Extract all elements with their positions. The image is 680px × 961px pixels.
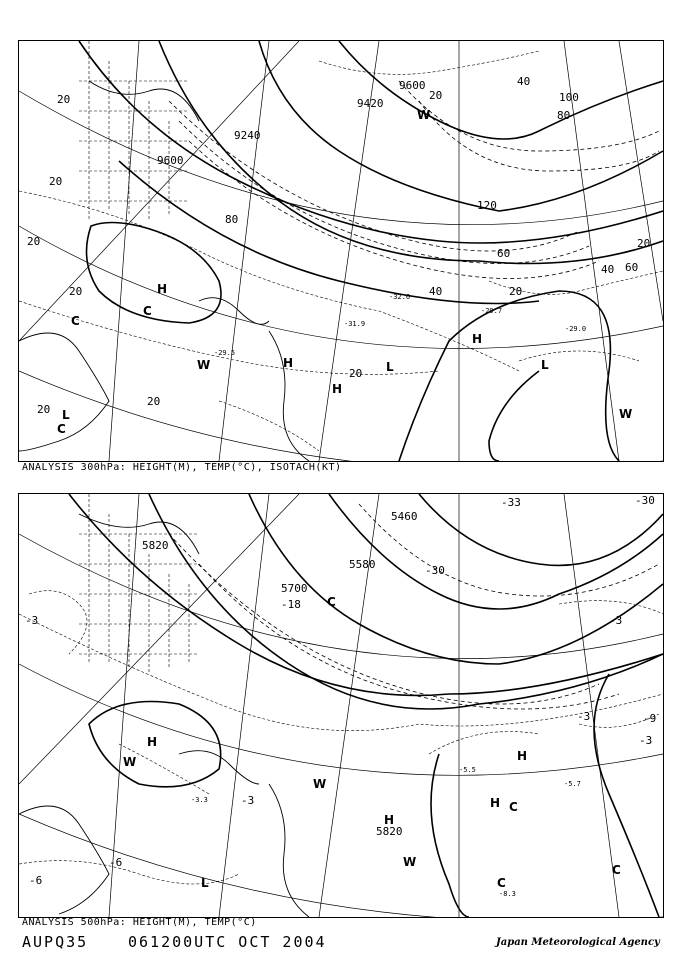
cold-center-marker: C [509,800,518,814]
height-label: 5580 [349,558,376,571]
temperature-label: -3 [577,710,591,723]
isotach-label: 20 [509,285,523,298]
temperature-label: -6 [29,874,43,887]
temperature-label: -3 [609,614,623,627]
height-label: 9240 [234,129,261,142]
temperature-label: -3 [25,614,39,627]
low-center-marker: L [386,360,394,374]
isotach-label: 20 [147,395,161,408]
temperature-readout: -31.9 [344,320,366,328]
height-label: 5820 [376,825,403,838]
height-label: 9420 [357,97,384,110]
isotach-label: 20 [37,403,51,416]
cold-center-marker: C [612,863,621,877]
temperature-readout: -3.3 [191,796,208,804]
isotach-label: 80 [557,109,571,122]
low-center-marker: L [62,408,70,422]
chart-300hpa-map [19,41,663,461]
height-label: 9600 [157,154,184,167]
high-center-marker: H [384,813,395,827]
high-center-marker: H [157,282,168,296]
chart-500hpa-caption: ANALYSIS 500hPa: HEIGHT(M), TEMP(°C) [22,917,257,928]
high-center-marker: H [472,332,483,346]
analysis-datetime: 061200UTC OCT 2004 [128,933,327,951]
temperature-label: -30 [635,494,655,507]
cold-center-marker: C [497,876,506,890]
temperature-readout: -32.6 [389,293,411,301]
chart-300hpa [18,40,664,462]
isotach-lines [169,81,659,279]
isotach-label: 100 [559,91,579,104]
chart-500hpa [18,493,664,918]
cold-center-marker: C [327,595,336,609]
isotach-label: 20 [27,235,41,248]
cold-center-marker: C [71,314,80,328]
high-center-marker: H [283,356,294,370]
temperature-label: -6 [109,856,123,869]
temperature-readout: -8.3 [499,890,516,898]
high-center-marker: H [332,382,343,396]
chart-500hpa-map [19,494,663,917]
temperature-readout: -29.5 [214,349,236,357]
low-center-marker: L [541,358,549,372]
height-label: 5460 [391,510,418,523]
warm-center-marker: W [123,755,137,769]
temperature-readout: -5.7 [564,780,581,788]
warm-center-marker: W [619,407,633,421]
chart-300hpa-caption: ANALYSIS 300hPa: HEIGHT(M), TEMP(°C), ISOTACH(KT) [22,462,342,473]
coastline [19,81,309,461]
temperature-label: -9 [643,712,657,725]
isotherm-lines [169,504,659,709]
warm-center-marker: W [403,855,417,869]
temperature-label: -30 [425,564,445,577]
temperature-readout: -29.7 [481,307,503,315]
isotach-label: 40 [517,75,531,88]
temperature-readout: -5.5 [459,766,476,774]
height-label: 9600 [399,79,426,92]
temperature-label: -33 [501,496,521,509]
height-label: 5820 [142,539,169,552]
agency-credit: Japan Meteorological Agency [496,937,660,948]
cold-center-marker: C [57,422,66,436]
isotach-label: 40 [601,263,615,276]
coastline [19,514,309,917]
isotach-label: 20 [429,89,443,102]
temperature-readout: -29.0 [565,325,587,333]
warm-center-marker: W [417,108,431,122]
isotach-label: 40 [429,285,443,298]
cold-center-marker: C [143,304,152,318]
isotach-label: 20 [637,237,651,250]
temperature-label: -3 [241,794,255,807]
isotach-label: 20 [69,285,83,298]
isotach-label: 20 [349,367,363,380]
high-center-marker: H [490,796,501,810]
isotach-label: 20 [57,93,71,106]
grid-lines [19,41,663,461]
low-center-marker: L [201,876,209,890]
isotach-label: 60 [625,261,639,274]
warm-center-marker: W [313,777,327,791]
warm-center-marker: W [197,358,211,372]
height-label: 5700 [281,582,308,595]
isotach-label: 60 [497,247,511,260]
isotach-label: 80 [225,213,239,226]
isotach-label: 120 [477,199,497,212]
temperature-label: -3 [639,734,653,747]
high-center-marker: H [147,735,158,749]
temperature-label: -18 [281,598,301,611]
grid-lines [19,494,663,917]
high-center-marker: H [517,749,528,763]
isotach-label: 20 [49,175,63,188]
chart-code: AUPQ35 [22,933,89,951]
